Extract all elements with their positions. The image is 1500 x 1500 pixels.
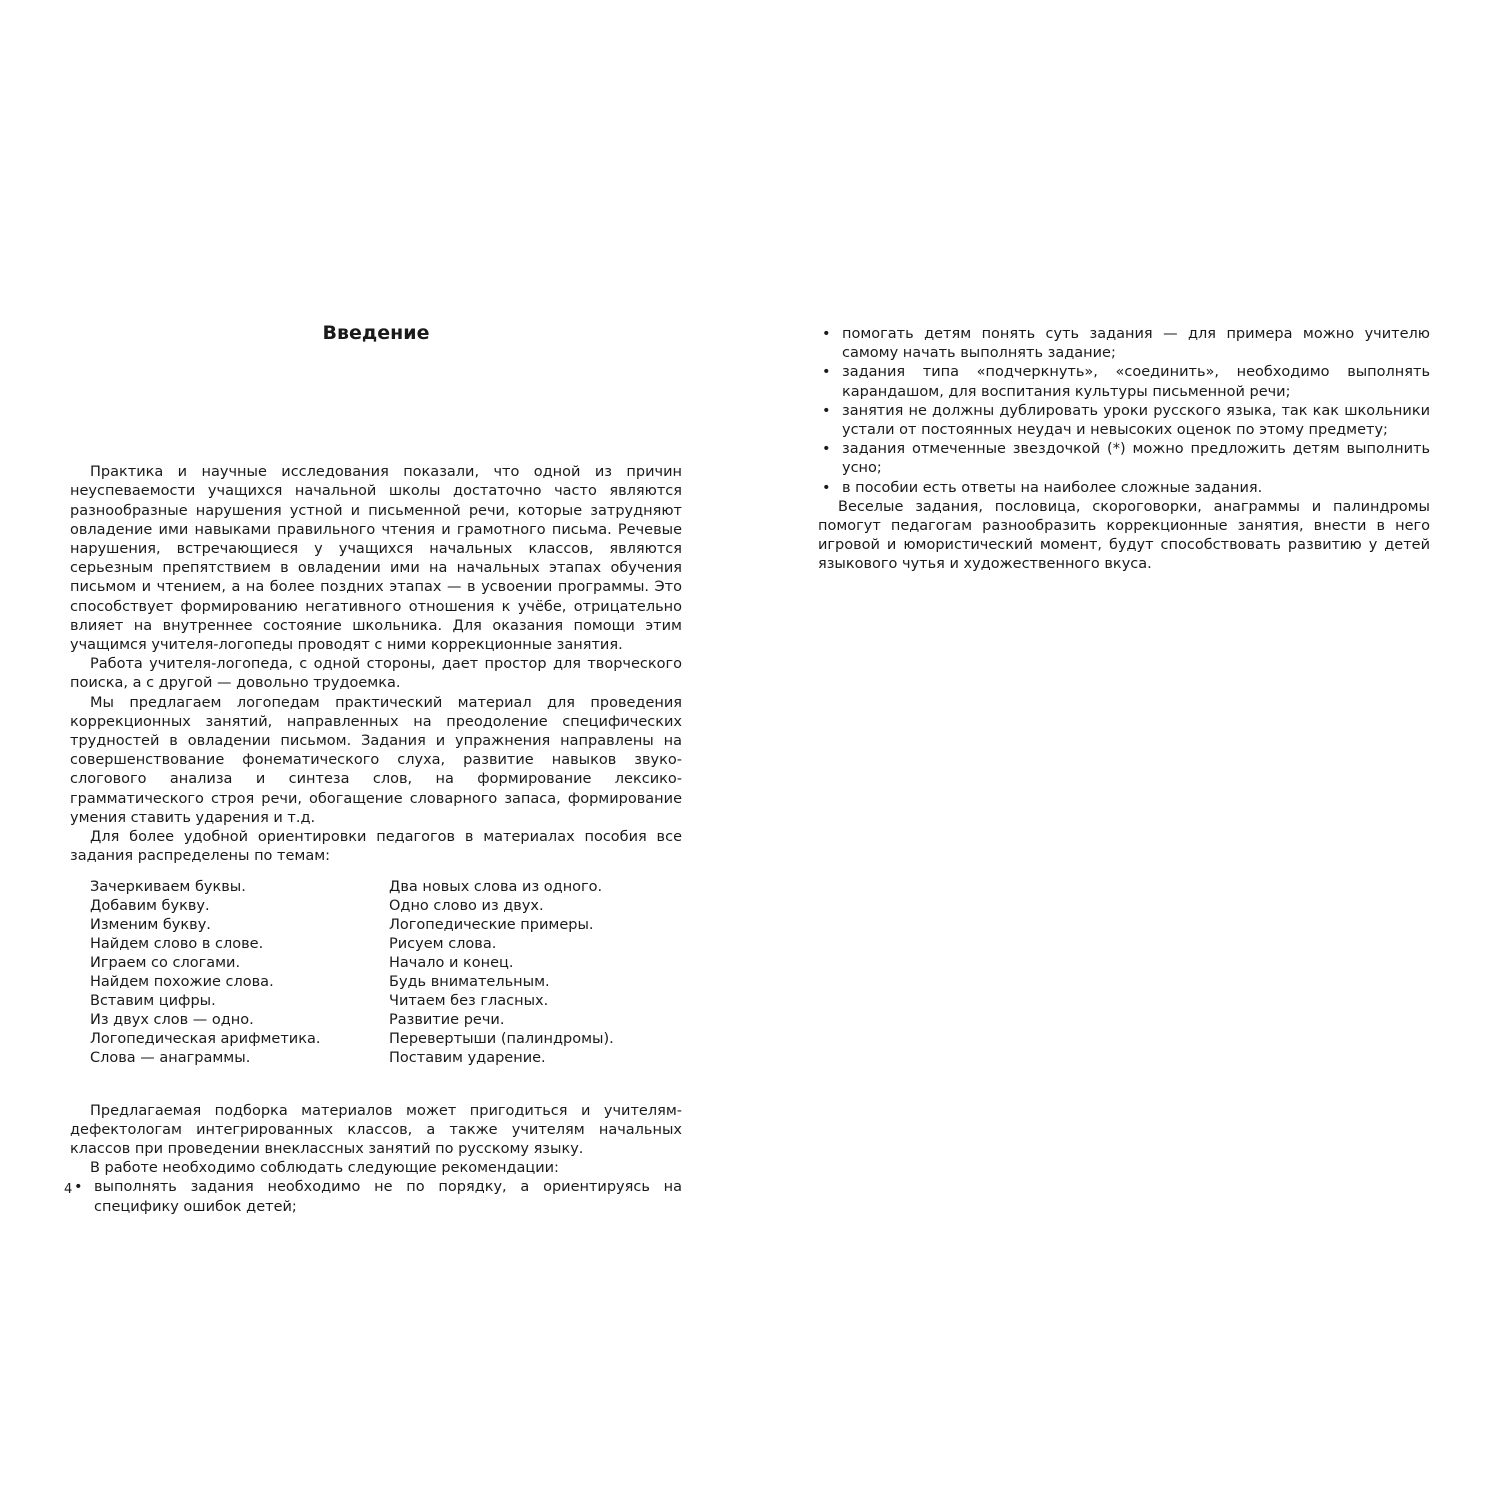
recommendation-text: помогать детям понять суть задания — для примера можно учителю самому начать выполнять задание; bbox=[842, 326, 1430, 362]
topic-item: Два новых слова из одного. bbox=[389, 879, 603, 896]
bullet-icon: • bbox=[822, 479, 831, 496]
topic-item: Одно слово из двух. bbox=[389, 898, 544, 915]
bullet-icon: • bbox=[822, 402, 831, 419]
recommendation-text: выполнять задания необходимо не по порядку, а ориентируясь на специфику ошибок детей; bbox=[94, 1179, 682, 1215]
closing-paragraph: Веселые задания, пословица, скороговорки, анаграммы и палиндромы помогут педагогам разнообразить коррекционные занятия, внести в него игровой и юмористический момент, будут способствовать развитию у детей языкового чутья и художественного вкуса. bbox=[818, 498, 1430, 573]
bullet-icon: • bbox=[822, 364, 831, 381]
intro-paragraph-3: Мы предлагаем логопедам практический материал для проведения коррекционных занятий, направленных на преодоление специфических трудностей в овладении письмом. Задания и упражнения направлены на совершенствование фонематического слуха, развитие навыков звуко-слогового анализа и синтеза слов, на формирование лексико-грамматического строя речи, обогащение словарного запаса, формирование умения ставить ударения и т.д. bbox=[70, 694, 682, 826]
topics-column-right bbox=[389, 878, 614, 1067]
page-title: Введение bbox=[322, 322, 430, 344]
topic-item: Читаем без гласных. bbox=[389, 992, 549, 1009]
spacer bbox=[70, 1068, 682, 1102]
recommendation-item bbox=[820, 363, 1430, 401]
bullet-icon: • bbox=[822, 441, 831, 458]
topic-item: Будь внимательным. bbox=[389, 974, 550, 990]
topic-item: Найдем слово в слове. bbox=[90, 936, 264, 953]
topic-item: Добавим букву. bbox=[90, 898, 210, 915]
bullet-icon: • bbox=[822, 326, 831, 342]
recommendation-text: занятия не должны дублировать уроки русского языка, так как школьники устали от постоянных неудач и невысоких оценок по этому предмету; bbox=[842, 402, 1430, 439]
recommendation-item bbox=[820, 402, 1430, 440]
recommendation-text: задания типа «подчеркнуть», «соединить», необходимо выполнять карандашом, для воспитания культуры письменной речи; bbox=[842, 364, 1430, 400]
topic-item: Из двух слов — одно. bbox=[90, 1011, 254, 1028]
topic-item: Поставим ударение. bbox=[389, 1049, 546, 1066]
topic-item: Найдем похожие слова. bbox=[90, 974, 274, 990]
recommendation-item bbox=[820, 325, 1430, 363]
recommendation-item bbox=[820, 440, 1430, 478]
page-number: 4 bbox=[64, 1182, 73, 1197]
intro-paragraph-4: Для более удобной ориентировки педагогов в материалах пособия все задания распределены по темам: bbox=[70, 829, 682, 865]
topic-item: Логопедические примеры. bbox=[389, 917, 594, 934]
topic-item: Начало и конец. bbox=[389, 955, 514, 972]
topic-item: Слова — анаграммы. bbox=[90, 1049, 251, 1066]
after-paragraph-1: Предлагаемая подборка материалов может пригодиться и учителям-дефектологам интегрированных классов, а также учителям начальных классов при проведении внеклассных занятий по русскому языку. bbox=[70, 1102, 682, 1157]
topic-item: Перевертыши (палиндромы). bbox=[389, 1030, 614, 1047]
right-page bbox=[818, 325, 1430, 575]
topic-item: Рисуем слова. bbox=[389, 936, 497, 953]
topic-item: Изменим букву. bbox=[90, 917, 211, 934]
topic-item: Играем со слогами. bbox=[90, 955, 241, 972]
left-page bbox=[70, 318, 682, 1217]
topic-item: Развитие речи. bbox=[389, 1011, 505, 1028]
recommendation-item bbox=[820, 479, 1430, 498]
recommendation-item bbox=[72, 1178, 682, 1216]
recommendation-text: в пособии есть ответы на наиболее сложные задания. bbox=[842, 479, 1263, 496]
topics-column-left bbox=[90, 878, 389, 1067]
after-paragraph-2: В работе необходимо соблюдать следующие рекомендации: bbox=[90, 1160, 559, 1177]
topic-item: Зачеркиваем буквы. bbox=[90, 879, 246, 896]
recommendations-list-start bbox=[70, 1178, 682, 1216]
recommendations-list-continued bbox=[818, 325, 1430, 498]
intro-paragraph-1: Практика и научные исследования показали, что одной из причин неуспеваемости учащихся начальной школы достаточно часто являются разнообразные нарушения устной и письменной речи, которые затрудняют овладение ими навыками правильного чтения и грамотного письма. Речевые нарушения, встречающиеся у учащихся начальных классов, являются серьезным препятствием в овладении ими на начальных этапах обучения письмом и чтением, а на более поздних этапах — в усвоении программы. Это способствует формированию негативного отношения к учёбе, отрицательно влияет на внутреннее состояние школьника. Для оказания помощи этим учащимся учителя-логопеды проводят с ними коррекционные занятия. bbox=[70, 464, 682, 654]
intro-paragraph-2: Работа учителя-логопеда, с одной стороны, дает простор для творческого поиска, а с другой — довольно трудоемка. bbox=[70, 656, 682, 692]
bullet-icon: • bbox=[74, 1179, 83, 1196]
topics-list bbox=[70, 878, 682, 1067]
recommendation-text: задания отмеченные звездочкой (*) можно предложить детям выполнить усно; bbox=[842, 441, 1430, 477]
topic-item: Логопедическая арифметика. bbox=[90, 1030, 321, 1047]
topic-item: Вставим цифры. bbox=[90, 992, 216, 1009]
